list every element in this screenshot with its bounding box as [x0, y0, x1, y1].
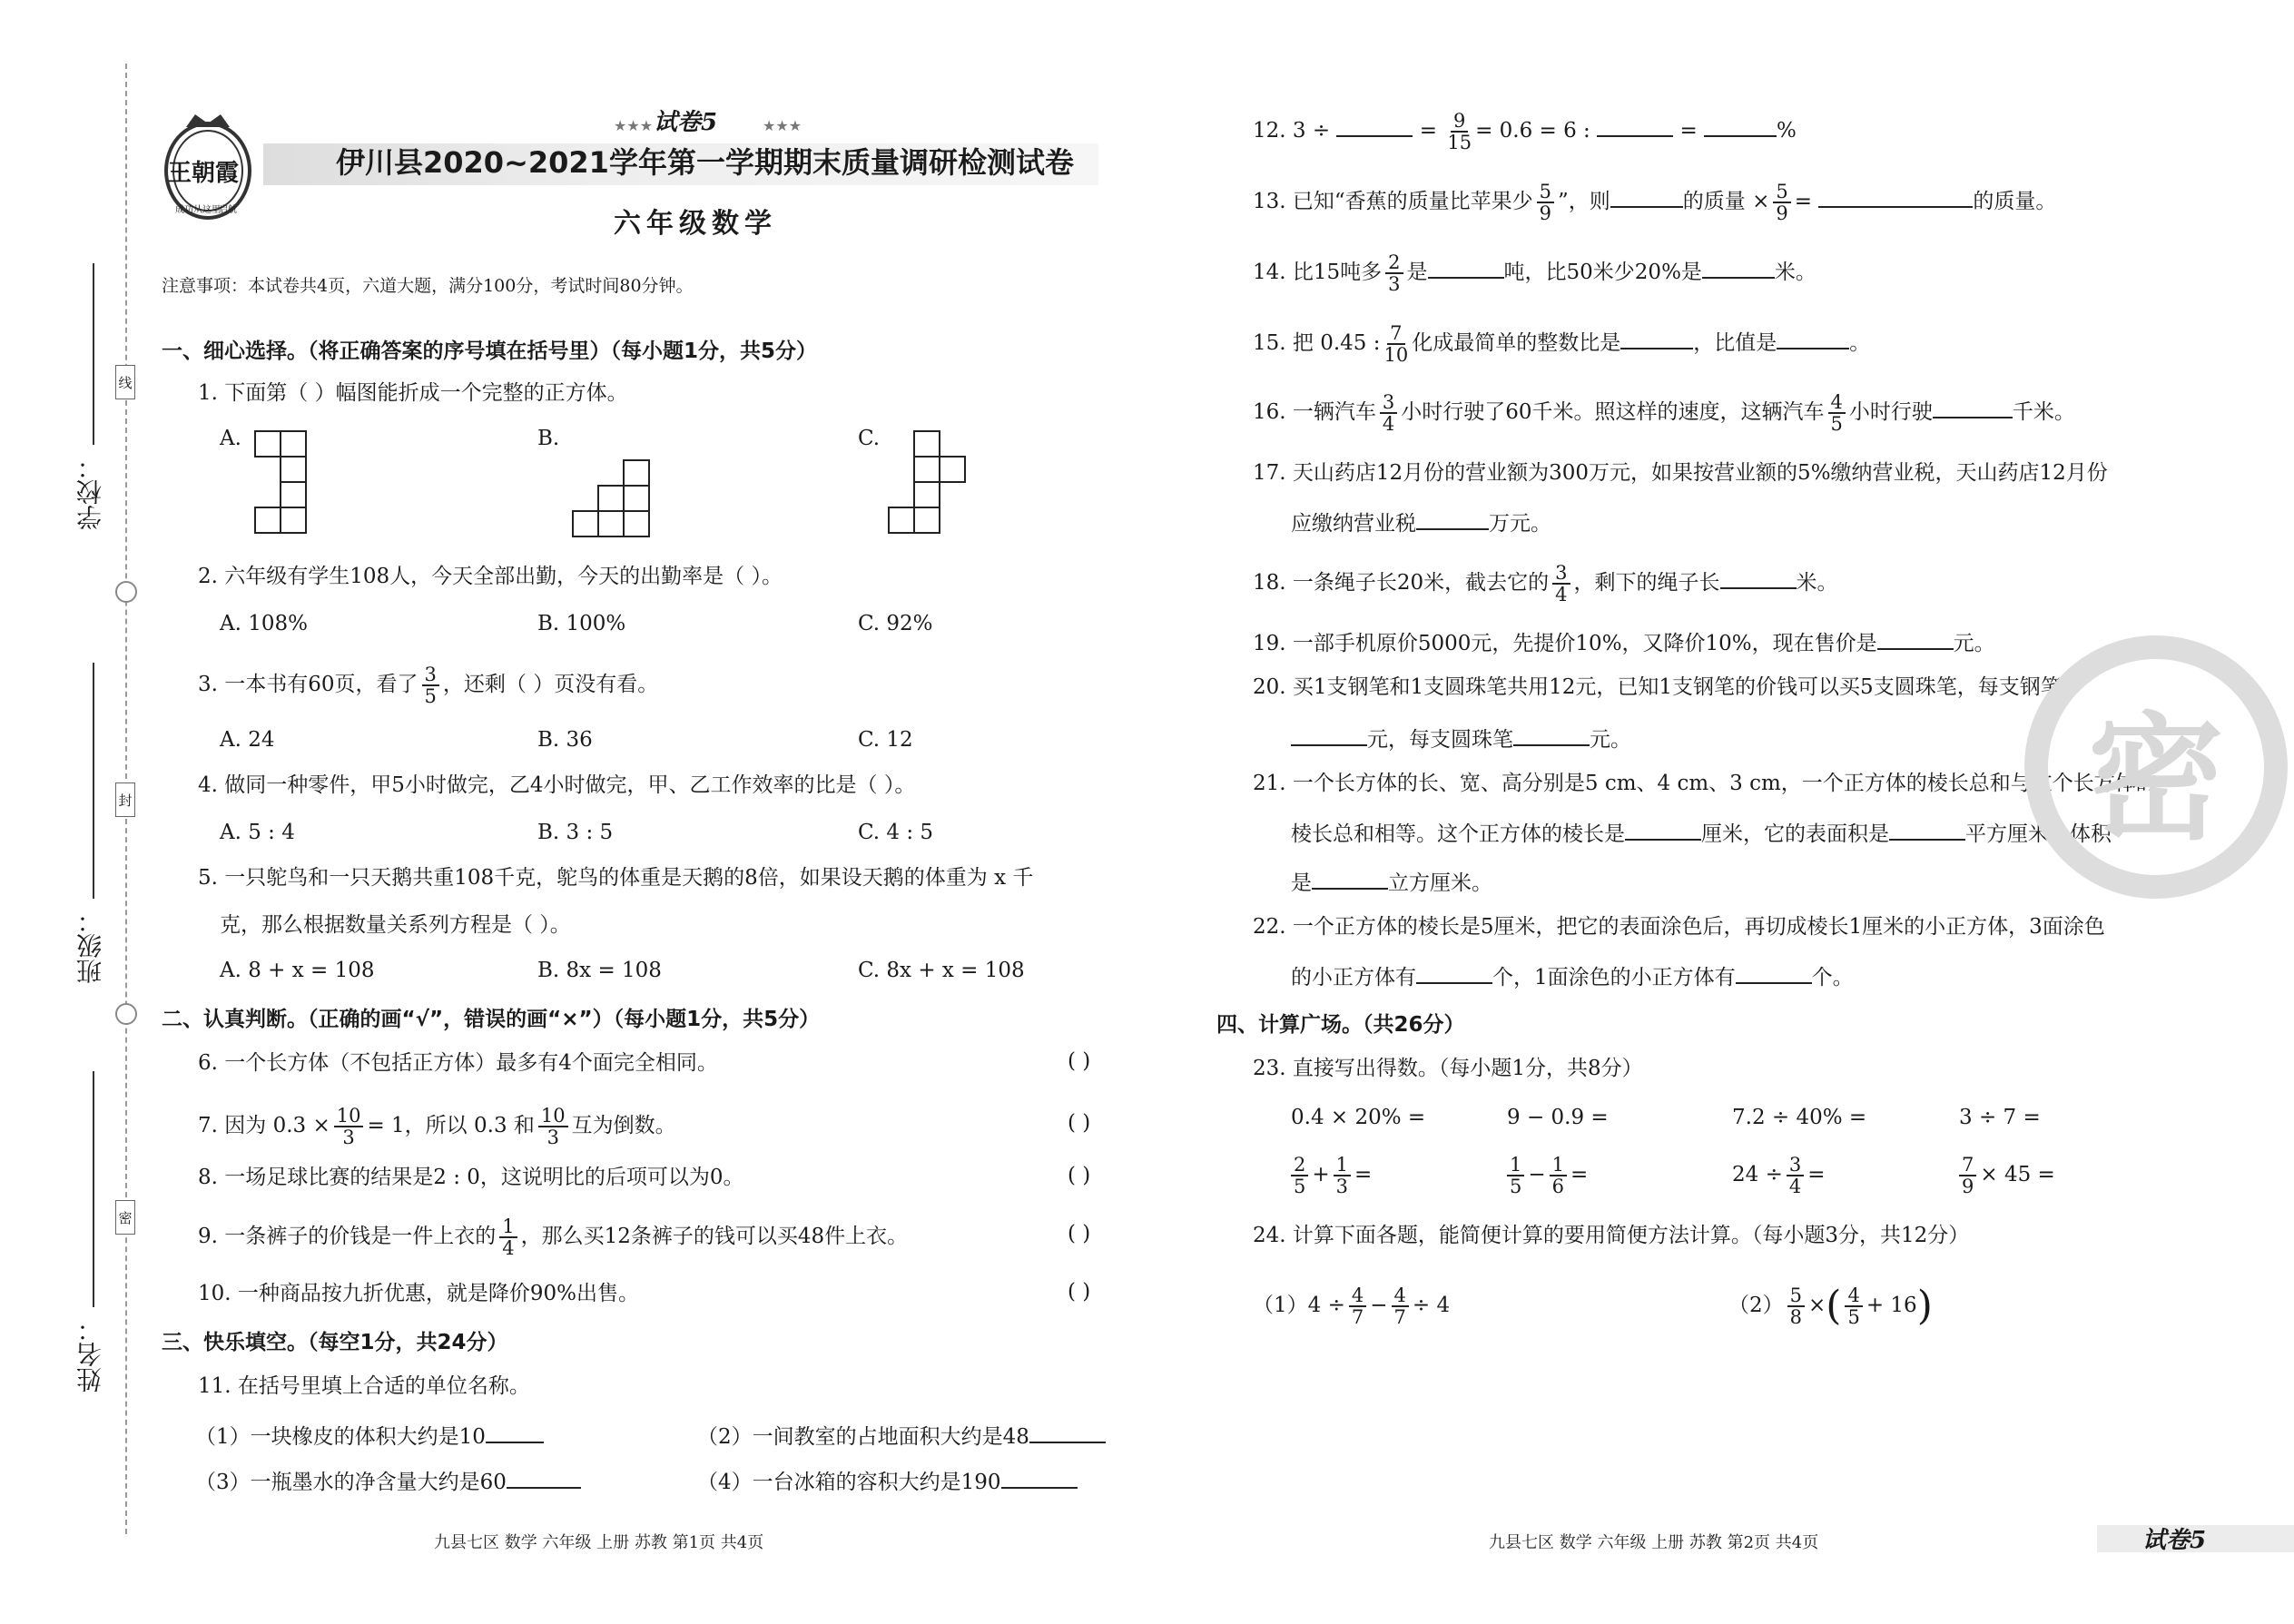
question-22-line2: 的小正方体有 个，1面涂色的小正方体有 个。	[1291, 960, 1854, 991]
answer-blank[interactable]	[1610, 184, 1683, 208]
q1-option-b: B.	[537, 427, 560, 450]
section-2-title: 二、认真判断。（正确的画“√”，错误的画“×”）（每小题1分，共5分）	[162, 1008, 821, 1031]
answer-blank[interactable]	[507, 1465, 581, 1489]
section-3-title: 三、快乐填空。（每空1分，共24分）	[162, 1331, 508, 1354]
question-1: 1. 下面第（ ）幅图能折成一个完整的正方体。	[198, 381, 628, 405]
question-13: 13. 已知“香蕉的质量比苹果少 $\frac{5}{9}$ ”，则 的质量 × $\frac{5}{9}$ = 的质量。	[1253, 181, 2057, 224]
question-5-line2: 克，那么根据数量关系列方程是（ ）。	[220, 913, 571, 937]
watermark-text: 密	[2087, 701, 2224, 859]
answer-blank[interactable]	[1620, 326, 1693, 349]
calc-6: $\frac{1}{5}$ − $\frac{1}{6}$ =	[1503, 1155, 1588, 1196]
answer-blank[interactable]	[1818, 184, 1973, 208]
question-11: 11. 在括号里填上合适的单位名称。	[198, 1374, 530, 1398]
answer-blank[interactable]	[1001, 1465, 1078, 1489]
q5-option-a: A. 8 + x = 108	[220, 959, 375, 982]
q11-item-2: （2）一间教室的占地面积大约是48	[697, 1420, 1106, 1451]
q11-item-3: （3）一瓶墨水的净含量大约是60	[195, 1465, 581, 1496]
answer-blank[interactable]	[1777, 326, 1849, 349]
answer-blank[interactable]	[1513, 723, 1590, 746]
calc-7: 24 ÷ $\frac{3}{4}$ =	[1732, 1154, 1826, 1197]
section-4-title: 四、计算广场。（共26分）	[1216, 1013, 1465, 1037]
question-16: 16. 一辆汽车 $\frac{3}{4}$ 小时行驶了60千米。照这样的速度，这辆汽车 $\frac{4}{5}$ 小时行驶 千米。	[1253, 391, 2075, 435]
q3-option-b: B. 36	[537, 728, 593, 752]
binding-hole	[115, 581, 137, 603]
brand-logo	[159, 107, 257, 225]
school-label: 学校：	[75, 454, 105, 530]
q11-item-4: （4）一台冰箱的容积大约是190	[697, 1465, 1078, 1496]
q5-option-c: C. 8x + x = 108	[858, 959, 1025, 982]
answer-blank[interactable]	[1312, 866, 1388, 890]
question-17-line2: 应缴纳营业税 万元。	[1291, 507, 1551, 537]
calc-2: 9 − 0.9 =	[1507, 1106, 1609, 1129]
expression-1: （1）4 ÷ $\frac{4}{7}$ − $\frac{4}{7}$ ÷ 4	[1253, 1284, 1451, 1328]
question-21-line1: 21. 一个长方体的长、宽、高分别是5 cm、4 cm、3 cm，一个正方体的棱长总和与这个长方体的	[1253, 772, 2157, 795]
q6-answer-paren[interactable]: ( )	[1068, 1049, 1091, 1073]
answer-blank[interactable]	[1889, 817, 1965, 841]
logo-text: 王朝霞	[168, 160, 240, 187]
answer-blank[interactable]	[1428, 255, 1504, 279]
q4-option-c: C. 4 : 5	[858, 821, 934, 844]
question-7: 7. 因为 0.3 × $\frac{10}{3}$ = 1，所以 0.3 和 $\frac{10}{3}$ 互为倒数。	[198, 1105, 676, 1148]
q4-option-b: B. 3 : 5	[537, 821, 614, 844]
q2-option-c: C. 92%	[858, 612, 933, 635]
question-20-line2: 元，每支圆珠笔 元。	[1291, 723, 1631, 753]
answer-blank[interactable]	[1704, 113, 1777, 137]
school-line	[93, 263, 94, 445]
logo-motto2: 启航	[219, 205, 237, 215]
answer-blank[interactable]	[1736, 960, 1812, 984]
question-5-line1: 5. 一只鸵鸟和一只天鹅共重108千克，鸵鸟的体重是天鹅的8倍，如果设天鹅的体重为 x 千	[198, 866, 1034, 890]
answer-blank[interactable]	[1877, 626, 1954, 650]
answer-blank[interactable]	[1597, 113, 1673, 137]
q7-answer-paren[interactable]: ( )	[1068, 1111, 1091, 1135]
footer-right: 九县七区 数学 六年级 上册 苏教 第2页 共4页	[1489, 1533, 1819, 1552]
question-15: 15. 把 0.45 : $\frac{7}{10}$ 化成最简单的整数比是 ，比值是 。	[1253, 322, 1871, 366]
q1-option-c: C.	[858, 427, 881, 450]
name-line	[93, 1071, 94, 1307]
footer-exam-label: 试卷5	[2142, 1527, 2207, 1554]
question-24: 24. 计算下面各题，能简便计算的要用简便方法计算。（每小题3分，共12分）	[1253, 1224, 1970, 1247]
question-22-line1: 22. 一个正方体的棱长是5厘米，把它的表面涂色后，再切成棱长1厘米的小正方体，3面涂色	[1253, 915, 2105, 939]
question-9: 9. 一条裤子的价钱是一件上衣的 $\frac{1}{4}$ ，那么买12条裤子的钱可以买48件上衣。	[198, 1216, 909, 1259]
q3-option-c: C. 12	[858, 728, 913, 752]
logo-motto: 成功从这里	[175, 205, 221, 215]
q2-option-a: A. 108%	[220, 612, 308, 635]
answer-blank[interactable]	[1720, 566, 1797, 589]
question-2: 2. 六年级有学生108人，今天全部出勤，今天的出勤率是（ ）。	[198, 565, 783, 588]
q4-option-a: A. 5 : 4	[220, 821, 295, 844]
watermark-seal	[2024, 635, 2288, 899]
header-stars-right: ★★★	[763, 117, 802, 134]
question-17-line1: 17. 天山药店12月份的营业额为300万元，如果按营业额的5%缴纳营业税，天山药店12月份	[1253, 461, 2108, 485]
calc-1: 0.4 × 20% =	[1291, 1106, 1426, 1129]
question-4: 4. 做同一种零件，甲5小时做完，乙4小时做完，甲、乙工作效率的比是（ ）。	[198, 773, 916, 797]
q3-option-a: A. 24	[220, 728, 275, 752]
question-20-line1: 20. 买1支钢笔和1支圆珠笔共用12元，已知1支钢笔的价钱可以买5支圆珠笔，每支钢笔	[1253, 675, 2062, 699]
calc-3: 7.2 ÷ 40% =	[1732, 1106, 1867, 1129]
expression-2: （2） $\frac{5}{8}$ ×( $\frac{4}{5}$ + 16)	[1728, 1283, 1933, 1329]
question-12: 12. 3 ÷ = $\frac{9}{15}$ = 0.6 = 6 : = %	[1253, 110, 1797, 153]
header-stars-left: ★★★	[614, 117, 654, 134]
q5-option-b: B. 8x = 108	[537, 959, 662, 982]
subject-title: 六年级数学	[614, 208, 777, 240]
binding-hole	[115, 1003, 137, 1025]
answer-blank[interactable]	[1029, 1420, 1106, 1443]
answer-blank[interactable]	[1933, 395, 2013, 418]
calc-4: 3 ÷ 7 =	[1959, 1106, 2041, 1129]
q2-option-b: B. 100%	[537, 612, 626, 635]
question-10: 10. 一种商品按九折优惠，就是降价90%出售。	[198, 1282, 640, 1305]
section-1-title: 一、细心选择。（将正确答案的序号填在括号里）（每小题1分，共5分）	[162, 340, 818, 363]
question-23: 23. 直接写出得数。（每小题1分，共8分）	[1253, 1057, 1643, 1080]
binding-seal-mark: 封	[115, 782, 135, 817]
answer-blank[interactable]	[1416, 507, 1489, 530]
exam-label: 试卷5	[654, 109, 718, 136]
answer-blank[interactable]	[1702, 255, 1775, 279]
q8-answer-paren[interactable]: ( )	[1068, 1164, 1091, 1187]
q10-answer-paren[interactable]: ( )	[1068, 1280, 1091, 1304]
question-3: 3. 一本书有60页，看了 $\frac{3}{5}$ ，还剩（ ）页没有看。	[198, 664, 659, 707]
answer-blank[interactable]	[1416, 960, 1492, 984]
question-21-line2: 棱长总和相等。这个正方体的棱长是 厘米，它的表面积是 平方厘米，体积	[1291, 817, 2112, 848]
answer-blank[interactable]	[486, 1420, 544, 1443]
answer-blank[interactable]	[1291, 723, 1367, 746]
class-label: 班级：	[75, 908, 105, 984]
question-6: 6. 一个长方体（不包括正方体）最多有4个面完全相同。	[198, 1051, 718, 1075]
question-21-line3: 是 立方厘米。	[1291, 866, 1492, 897]
answer-blank[interactable]	[1625, 817, 1701, 841]
q11-item-1: （1）一块橡皮的体积大约是10	[195, 1420, 544, 1451]
binding-line-mark: 线	[115, 365, 135, 399]
question-14: 14. 比15吨多 $\frac{2}{3}$ 是 吨，比50米少20%是 米。	[1253, 251, 1816, 295]
footer-left: 九县七区 数学 六年级 上册 苏教 第1页 共4页	[434, 1533, 764, 1552]
exam-title: 伊川县2020~2021学年第一学期期末质量调研检测试卷	[336, 145, 1074, 180]
binding-secret-mark: 密	[115, 1200, 135, 1235]
calc-5: $\frac{2}{5}$ + $\frac{1}{3}$ =	[1287, 1155, 1372, 1196]
q9-answer-paren[interactable]: ( )	[1068, 1222, 1091, 1245]
class-line	[93, 663, 94, 899]
exam-notice: 注意事项：本试卷共4页，六道大题，满分100分，考试时间80分钟。	[162, 276, 694, 296]
answer-blank[interactable]	[1336, 113, 1413, 137]
q1-option-a: A.	[220, 427, 241, 450]
name-label: 姓名：	[75, 1316, 105, 1393]
calc-8: $\frac{7}{9}$ × 45 =	[1955, 1155, 2055, 1196]
question-19: 19. 一部手机原价5000元，先提价10%，又降价10%，现在售价是 元。	[1253, 626, 1995, 657]
question-8: 8. 一场足球比赛的结果是2 : 0，这说明比的后项可以为0。	[198, 1166, 744, 1189]
question-18: 18. 一条绳子长20米，截去它的 $\frac{3}{4}$ ，剩下的绳子长 米。	[1253, 562, 1838, 605]
